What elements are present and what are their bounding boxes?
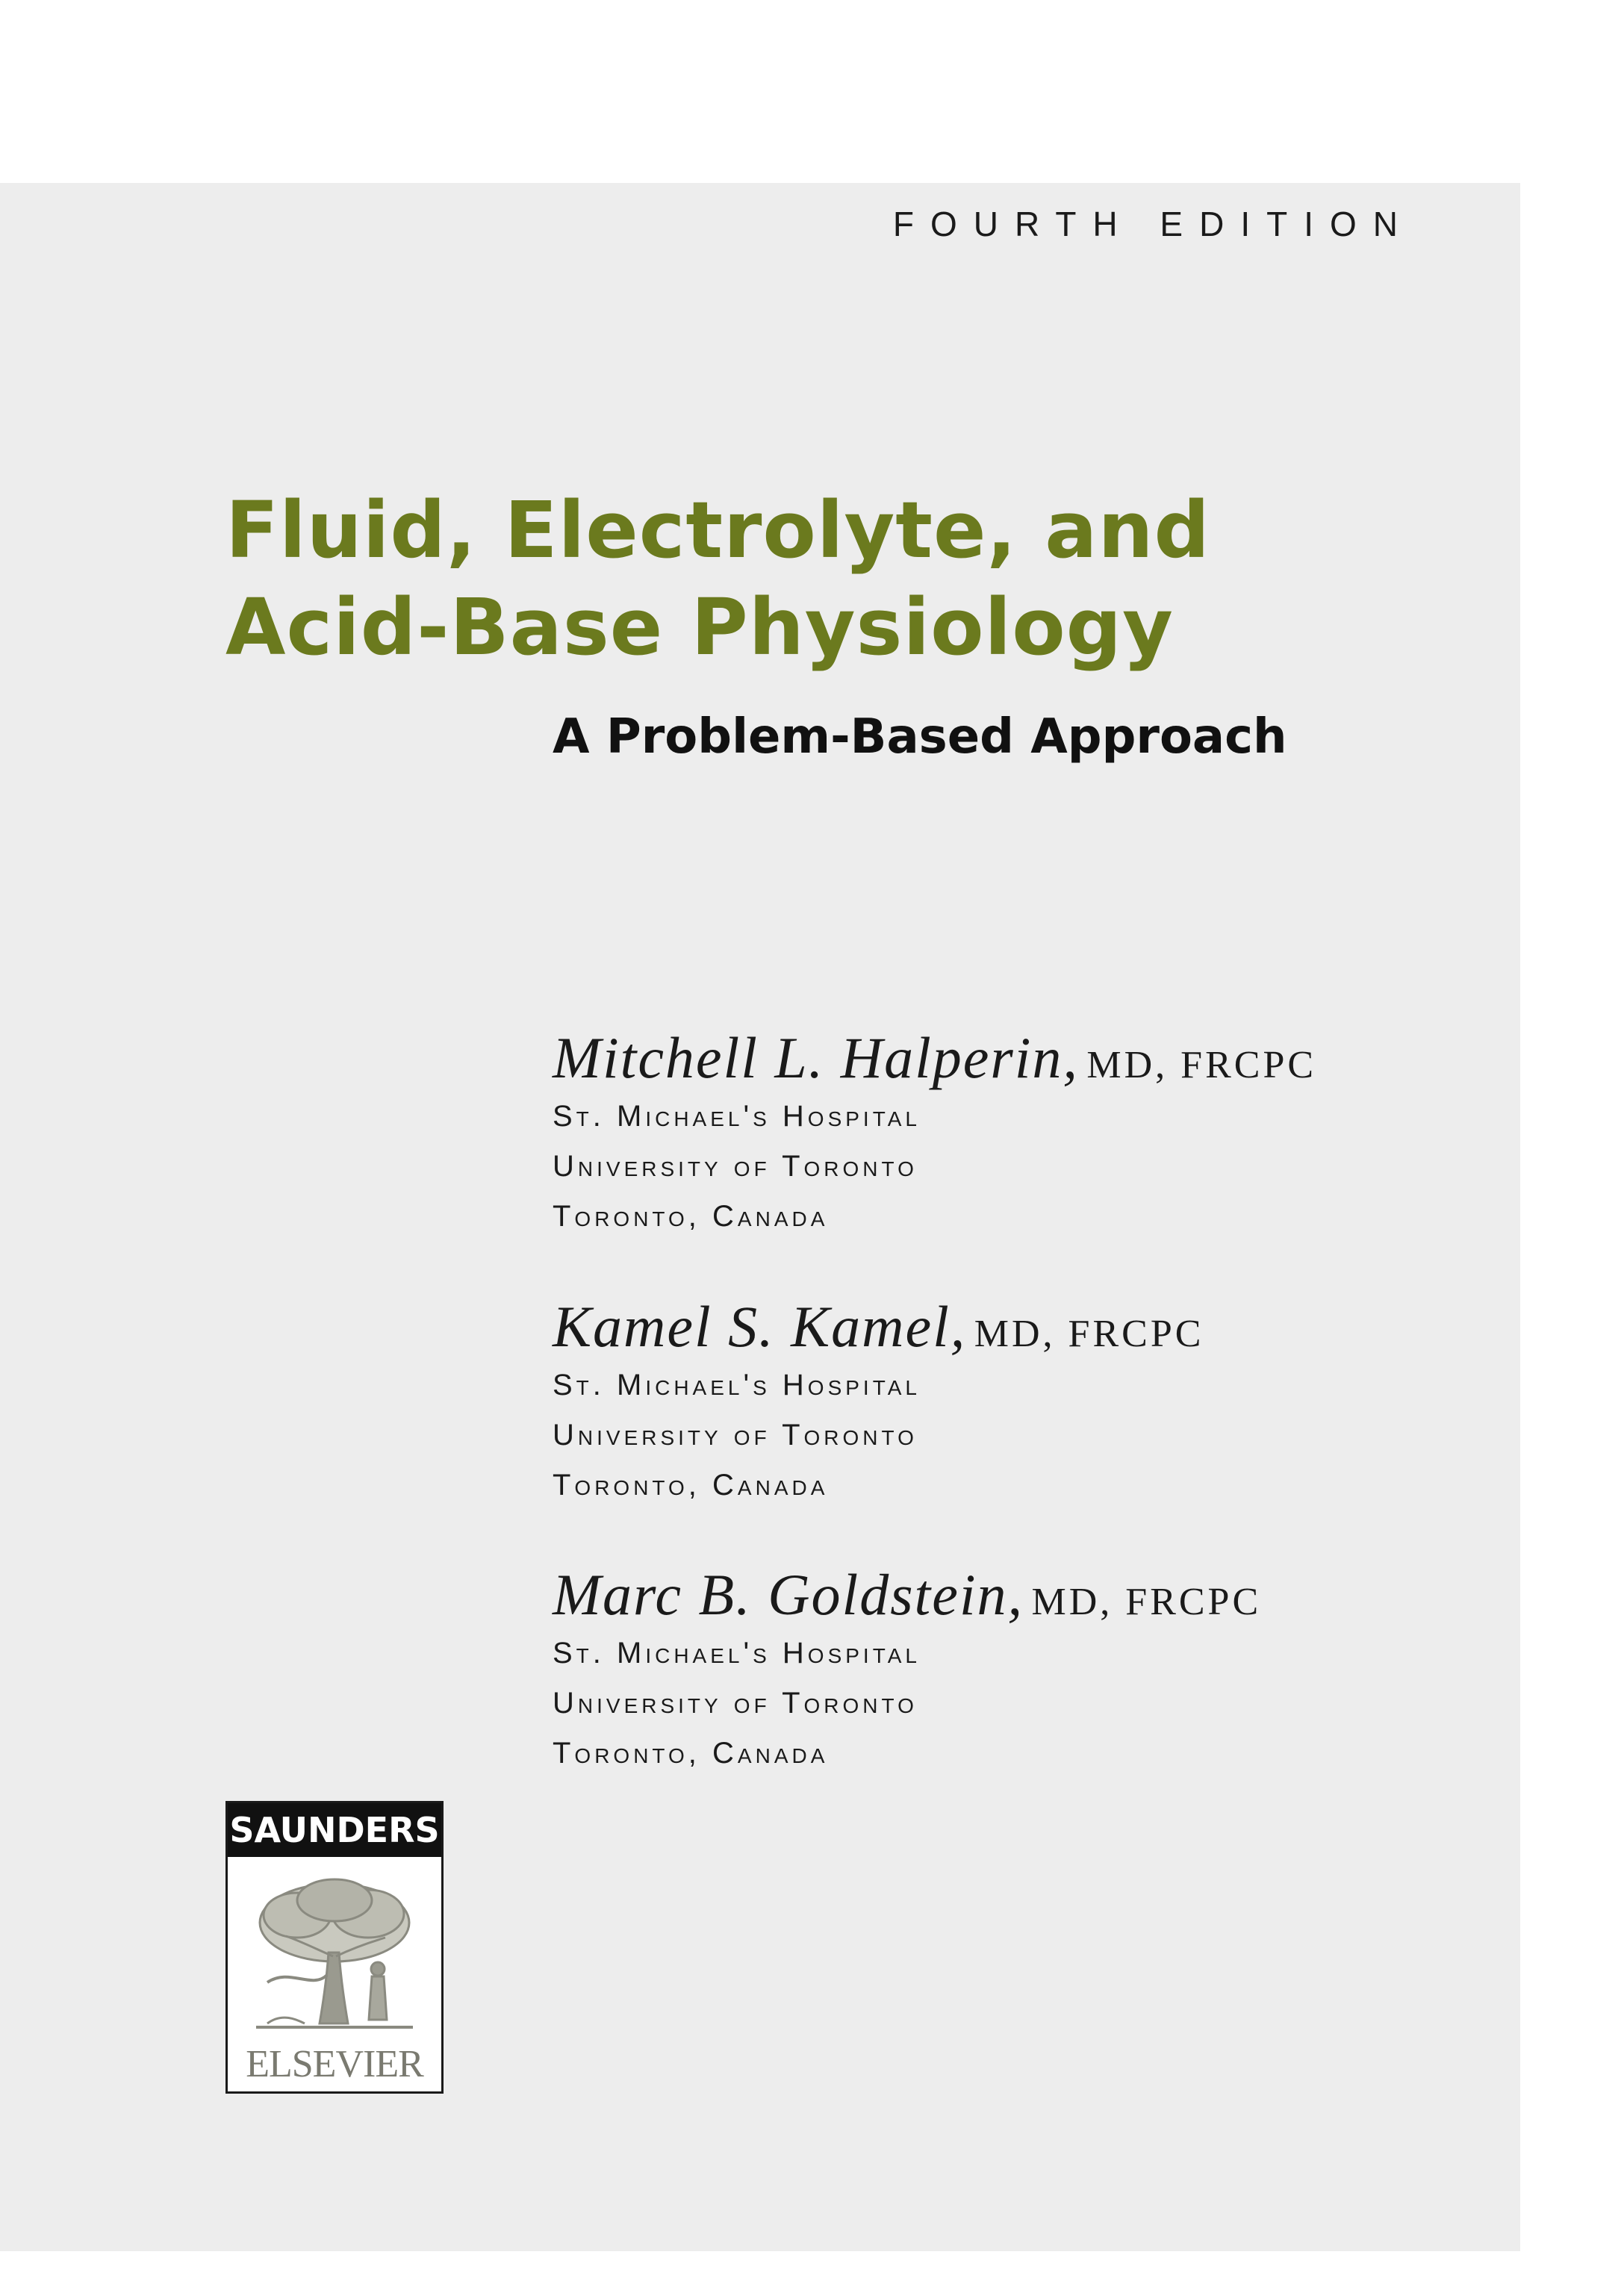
book-subtitle: A Problem-Based Approach xyxy=(553,709,1287,765)
author-affiliation: University of Toronto xyxy=(553,1419,918,1452)
edition-label: FOURTH EDITION xyxy=(892,205,1414,243)
author-degrees: MD, FRCPC xyxy=(1031,1581,1262,1623)
author-name-line xyxy=(553,1024,1316,1092)
author-degrees: MD, FRCPC xyxy=(974,1313,1204,1355)
publisher-logo xyxy=(225,1801,444,2094)
imprint-name: SAUNDERS xyxy=(228,1803,441,1857)
elsevier-tree-icon xyxy=(245,1870,424,2042)
publisher-name: ELSEVIER xyxy=(246,2043,423,2085)
author-affiliation: Toronto, Canada xyxy=(553,1469,829,1502)
author-affiliation: University of Toronto xyxy=(553,1687,918,1720)
author-block xyxy=(553,1024,1316,1242)
author-affiliation: Toronto, Canada xyxy=(553,1200,829,1233)
author-affiliation: University of Toronto xyxy=(553,1150,918,1183)
author-degrees: MD, FRCPC xyxy=(1086,1044,1317,1086)
author-affiliation: St. Michael's Hospital xyxy=(553,1100,921,1133)
author-name: Kamel S. Kamel, xyxy=(553,1294,967,1359)
book-title-line-2: Acid-Base Physiology xyxy=(225,582,1174,673)
author-name-line xyxy=(553,1561,1261,1628)
author-name-line xyxy=(553,1293,1204,1360)
author-block xyxy=(553,1561,1261,1779)
book-title xyxy=(225,482,1210,676)
author-name: Marc B. Goldstein, xyxy=(553,1562,1024,1627)
author-name: Mitchell L. Halperin, xyxy=(553,1025,1079,1090)
title-page xyxy=(0,183,1520,2251)
book-title-line-1: Fluid, Electrolyte, and xyxy=(225,485,1210,576)
author-block xyxy=(553,1293,1204,1511)
author-affiliation: St. Michael's Hospital xyxy=(553,1369,921,1401)
author-affiliation: St. Michael's Hospital xyxy=(553,1637,921,1670)
author-affiliation: Toronto, Canada xyxy=(553,1737,829,1770)
